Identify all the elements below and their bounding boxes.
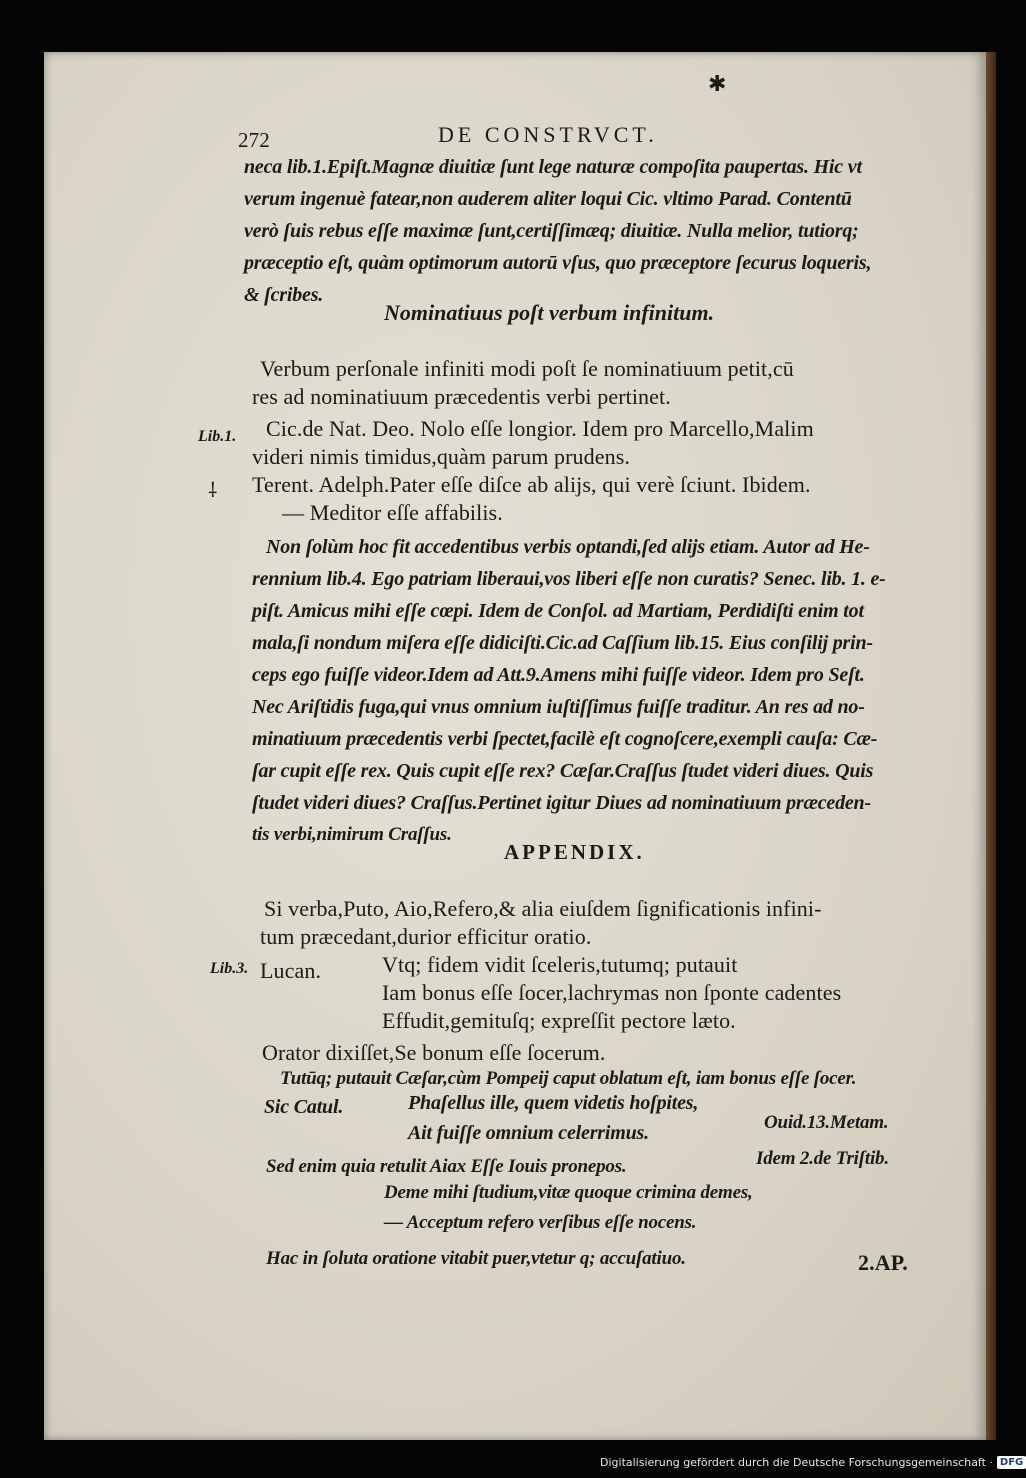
ovid-reference: Ouid.13.Metam. — [764, 1112, 889, 1133]
verse-line: Effudit,gemituſq; expreſſit pectore læto. — [382, 1008, 736, 1033]
verse-line: Vtq; fidem vidit ſceleris,tutumq; putauit — [382, 952, 738, 977]
sed-line: Sed enim quia retulit Aiax Eſſe Iouis pronepos. — [266, 1156, 627, 1177]
verse-line: Phaſellus ille, quem videtis hoſpites, — [408, 1092, 699, 1114]
footer-credit — [600, 1452, 1026, 1472]
commentary-line: Non ſolùm hoc fit accedentibus verbis optandi,ſed alijs etiam. Autor ad He- — [266, 536, 870, 558]
footer-text: Digitalisierung gefördert durch die Deutsche Forschungsgemeinschaft · — [600, 1455, 993, 1469]
commentary-line: Nec Ariſtidis fuga,qui vnus omnium iuſtiſſimus fuiſſe traditur. An res ad no- — [252, 696, 865, 718]
example-line: Terent. Adelph.Pater eſſe diſce ab alijs, qui verè ſciunt. Ibidem. — [252, 472, 811, 497]
section-heading: Nominatiuus poſt verbum infinitum. — [384, 300, 715, 325]
verse-line: Deme mihi ſtudium,vitæ quoque crimina demes, — [384, 1182, 753, 1203]
margin-note-lib3: Lib.3. — [210, 960, 249, 977]
text-line: verum ingenuè fatear,non auderem aliter loqui Cic. vltimo Parad. Contentū — [244, 188, 852, 210]
appendix-heading: APPENDIX. — [504, 840, 645, 864]
orator-line: Orator dixiſſet,Se bonum eſſe ſocerum. — [262, 1040, 606, 1065]
dfg-logo: DFG — [997, 1456, 1026, 1469]
book-page — [44, 52, 986, 1440]
text-line: præceptio eſt, quàm optimorum autorū vſus, quo præceptore ſecurus loqueris, — [244, 252, 872, 274]
book-edge — [986, 52, 996, 1440]
example-line: Cic.de Nat. Deo. Nolo eſſe longior. Idem pro Marcello,Malim — [266, 416, 814, 441]
commentary-line: rennium lib.4. Ego patriam liberaui,vos liberi eſſe non curatis? Senec. lib. 1. e- — [252, 568, 886, 590]
margin-note-lib1: Lib.1. — [198, 428, 237, 445]
text-line: neca lib.1.Epiſt.Magnæ diuitiæ ſunt lege naturæ compoſita paupertas. Hic vt — [244, 156, 862, 178]
commentary-line: minatiuum præcedentis verbi ſpectet,facilè eſt cognoſcere,exempli cauſa: Cæ- — [252, 728, 878, 750]
commentary-line: ſtudet videri diues? Craſſus.Pertinet igitur Diues ad nominatiuum præceden- — [252, 792, 871, 814]
hac-line: Hac in ſoluta oratione vitabit puer,vtetur q; accuſatiuo. — [266, 1248, 686, 1269]
idem-reference: Idem 2.de Triſtib. — [756, 1148, 889, 1169]
lucan-label: Lucan. — [260, 958, 322, 983]
verse-line: Iam bonus eſſe ſocer,lachrymas non ſponte cadentes — [382, 980, 842, 1005]
running-head: DE CONSTRVCT. — [438, 122, 658, 147]
page-number: 272 — [238, 128, 270, 152]
commentary-line: mala,ſi nondum miſera eſſe didiciſti.Cic.ad Caſſium lib.15. Eius conſilij prin- — [252, 632, 873, 654]
verse-line: Ait fuiſſe omnium celerrimus. — [408, 1122, 649, 1144]
text-line: verò ſuis rebus eſſe maximæ ſunt,certiſſimæq; diuitiæ. Nulla melior, tutiorq; — [244, 220, 859, 242]
example-line: — Meditor eſſe affabilis. — [282, 500, 503, 525]
catchword: 2.AP. — [858, 1250, 908, 1275]
catul-label: Sic Catul. — [264, 1096, 344, 1118]
rule-line: Verbum perſonale infiniti modi poſt ſe nominatiuum petit,cū — [260, 356, 794, 381]
example-line: videri nimis timidus,quàm parum prudens. — [252, 444, 630, 469]
rule-line: res ad nominatiuum præcedentis verbi pertinet. — [252, 384, 671, 409]
commentary-line: ceps ego fuiſſe videor.Idem ad Att.9.Amens mihi fuiſſe videor. Idem pro Seſt. — [252, 664, 865, 686]
commentary-line: ſar cupit eſſe rex. Quis cupit eſſe rex? Cæſar.Craſſus ſtudet videri diues. Quis — [252, 760, 874, 782]
ornament-top: ✱ — [708, 72, 727, 97]
commentary-line: piſt. Amicus mihi eſſe cœpi. Idem de Conſol. ad Martiam, Perdidiſti enim tot — [252, 600, 864, 622]
text-line: & ſcribes. — [244, 284, 324, 306]
commentary-line: tis verbi,nimirum Craſſus. — [252, 824, 452, 845]
appendix-line: tum præcedant,durior efficitur oratio. — [260, 924, 592, 949]
verse-line: — Acceptum refero verſibus eſſe nocens. — [384, 1212, 697, 1233]
appendix-line: Si verba,Puto, Aio,Refero,& alia eiuſdem ſignificationis infini- — [264, 896, 822, 921]
tutumq-line: Tutūq; putauit Cæſar,cùm Pompeij caput oblatum eſt, iam bonus eſſe ſocer. — [280, 1068, 857, 1089]
margin-ornament: ⸸ — [208, 478, 218, 502]
